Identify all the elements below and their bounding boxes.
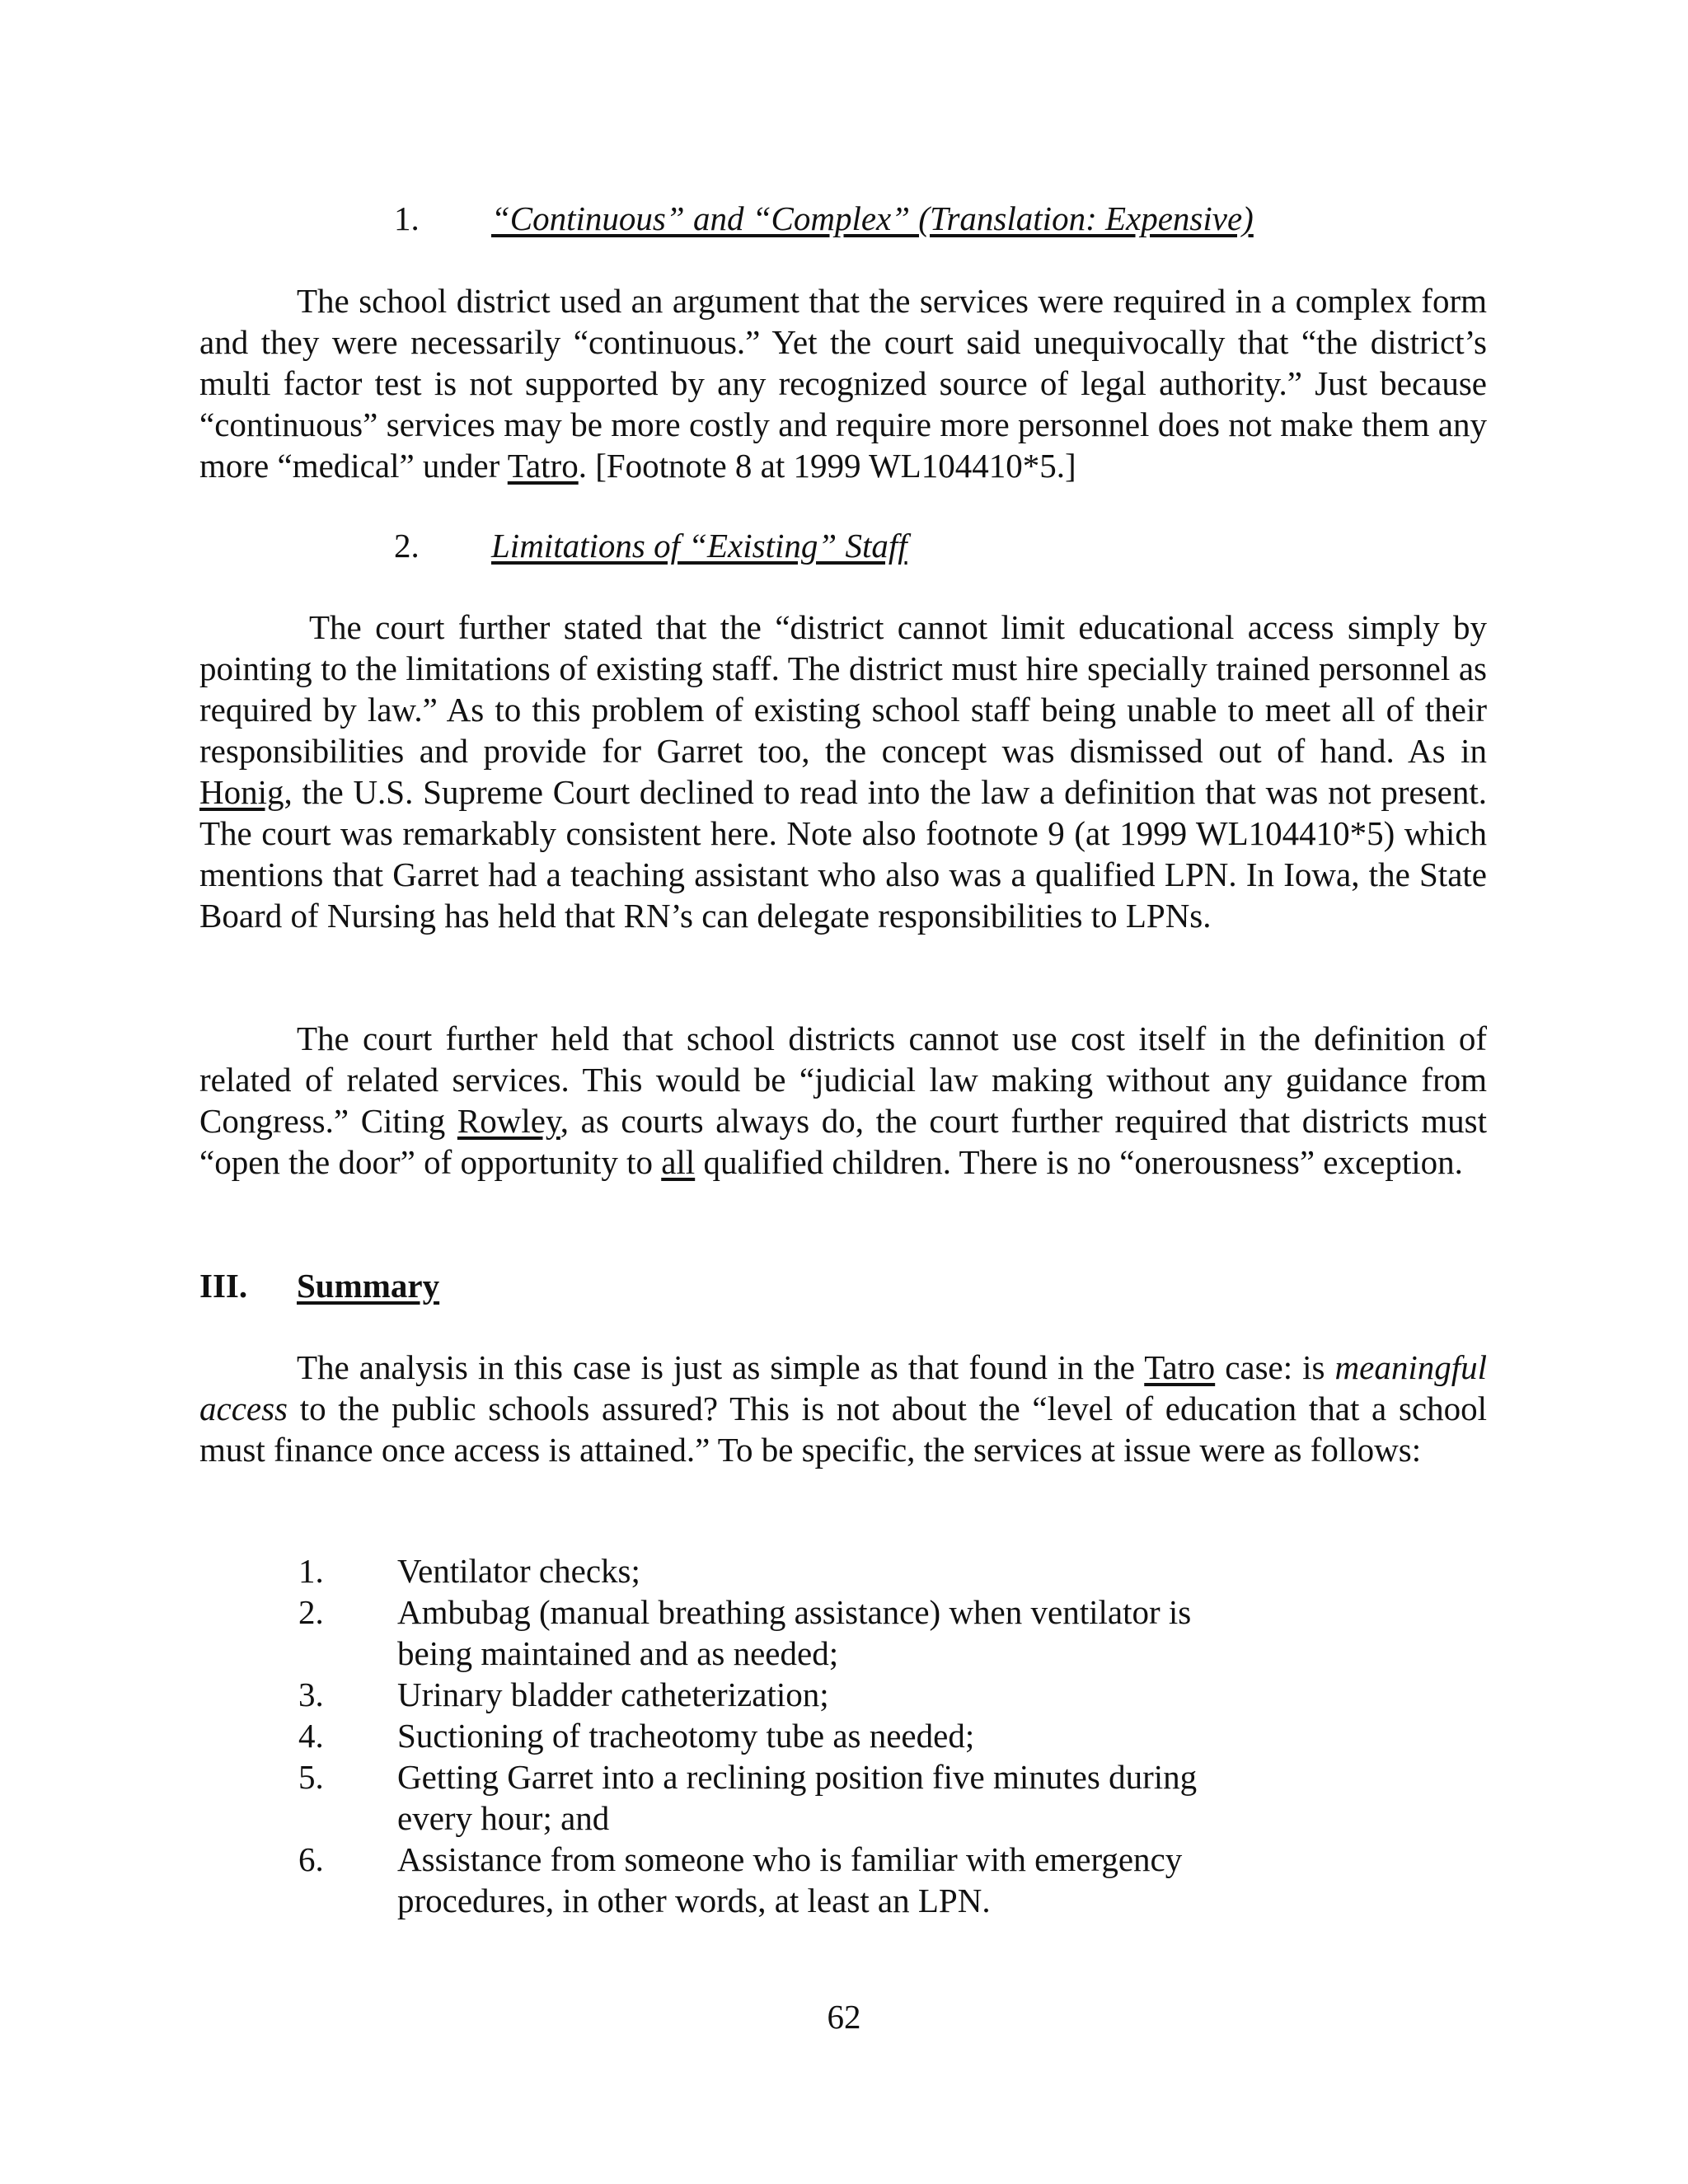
case-citation-tatro: Tatro — [1144, 1348, 1216, 1386]
case-citation-honig: Honig — [199, 773, 284, 811]
list-item-text-continued: procedures, in other words, at least an LPN. — [397, 1882, 991, 1919]
page-number: 62 — [827, 1998, 861, 2036]
list-item-text: Getting Garret into a reclining position five minutes during — [397, 1758, 1198, 1796]
list-item-number: 1. — [298, 1552, 324, 1590]
emphasis-meaningful-access: meaningful access — [199, 1348, 1487, 1427]
list-item-number: 4. — [298, 1717, 324, 1755]
subheading-title: “Continuous” and “Complex” (Translation: Expensive) — [491, 199, 1254, 237]
subheading-number: 2. — [394, 527, 420, 565]
services-list — [298, 1550, 1287, 1921]
paragraph-continuous-services: The school district used an argument that the services were required in a complex form and they were necessarily “continuous.” Yet the court said unequivocally that “the district’s multi factor test is not supported by any recognized source of legal authority.” Just because “continuous” services may be more costly and require more personnel does not make them any more “medical” under Tatro. [Footnote 8 at 1999 WL104410*5.] — [199, 282, 1487, 485]
subheading-title: Limitations of “Existing” Staff — [491, 527, 907, 565]
section-title: Summary — [297, 1267, 440, 1305]
list-item — [298, 1756, 1287, 1839]
paragraph-existing-staff: The court further stated that the “district cannot limit educational access simply by pointing to the limitations of existing staff. The district must hire specially trained personnel as required by law.” As to this problem of existing school staff being unable to meet all of their responsibilities and provide for Garret too, the concept was dismissed out of hand. As in Honig, the U.S. Supreme Court declined to read into the law a definition that was not present. The court was remarkably consistent here. Note also footnote 9 (at 1999 WL104410*5) which mentions that Garret had a teaching assistant who also was a qualified LPN. In Iowa, the State Board of Nursing has held that RN’s can delegate responsibilities to LPNs. — [199, 608, 1487, 935]
list-item-number: 3. — [298, 1675, 324, 1713]
list-item-number: 2. — [298, 1593, 324, 1631]
list-item — [298, 1839, 1287, 1921]
list-item-text: Ambubag (manual breathing assistance) when ventilator is — [397, 1593, 1192, 1631]
list-item-text: Urinary bladder catheterization; — [397, 1675, 829, 1713]
case-citation-tatro: Tatro — [507, 447, 579, 485]
subheading-existing-staff — [394, 525, 1218, 566]
list-item-text-continued: every hour; and — [397, 1799, 610, 1837]
list-item-text: Ventilator checks; — [397, 1552, 640, 1590]
subheading-number: 1. — [394, 199, 420, 237]
section-numeral: III. — [199, 1267, 248, 1305]
case-citation-rowley: Rowley — [457, 1102, 560, 1140]
list-item — [298, 1674, 1287, 1715]
paragraph-cost-definition: The court further held that school districts cannot use cost itself in the definition of related of related services. This would be “judicial law making without any guidance from Congress.” Citing Rowley, as courts always do, the court further required that districts must “open the door” of opportunity to all qualified children. There is no “onerousness” exception. — [199, 1019, 1487, 1181]
list-item — [298, 1715, 1287, 1756]
list-item — [298, 1550, 1287, 1591]
list-item-text: Assistance from someone who is familiar with emergency — [397, 1840, 1183, 1878]
paragraph-summary-analysis: The analysis in this case is just as simple as that found in the Tatro case: is meaningful access to the public schools assured? This is not about the “level of education that a school must finance once access is attained.” To be specific, the services at issue were as follows: — [199, 1348, 1487, 1469]
list-item-text-continued: being maintained and as needed; — [397, 1634, 839, 1672]
subheading-continuous-complex — [394, 198, 1383, 239]
list-item-number: 5. — [298, 1758, 324, 1796]
section-heading-summary — [199, 1265, 694, 1306]
list-item — [298, 1591, 1287, 1674]
emphasis-all: all — [661, 1143, 696, 1181]
list-item-number: 6. — [298, 1840, 324, 1878]
list-item-text: Suctioning of tracheotomy tube as needed; — [397, 1717, 975, 1755]
